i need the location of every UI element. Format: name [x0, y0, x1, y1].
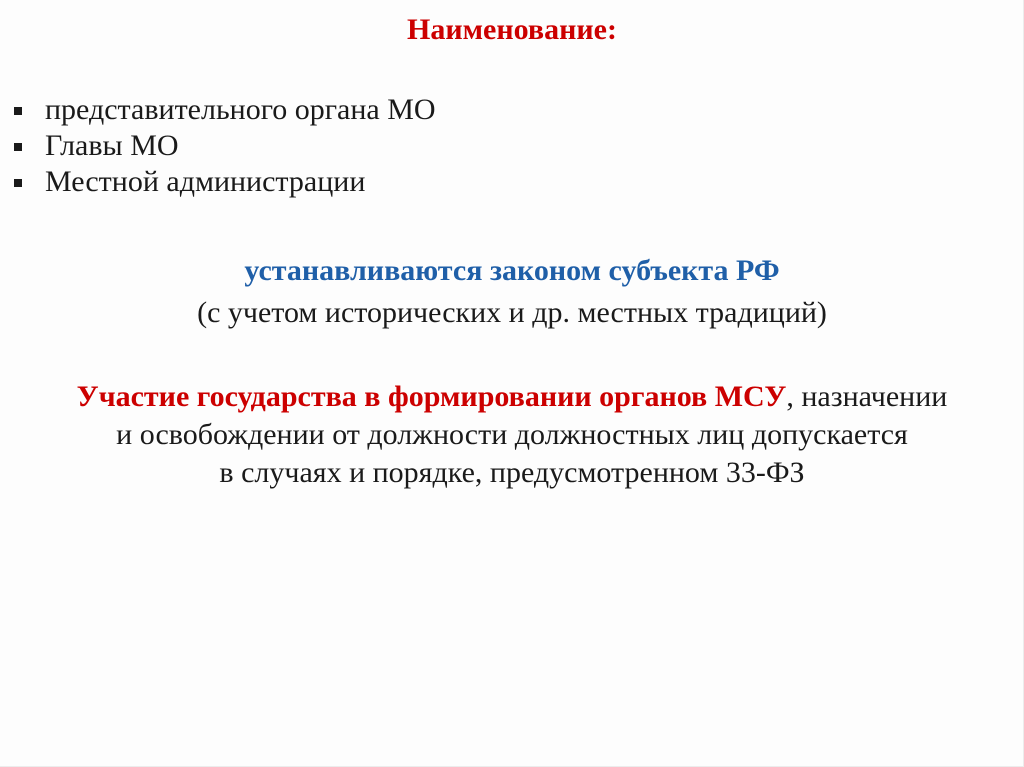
list-item — [12, 92, 436, 128]
list-item-label: Главы МО — [45, 129, 179, 162]
list-item-label: Местной администрации — [45, 165, 366, 198]
bullet-list — [12, 92, 436, 200]
traditions-note: (с учетом исторических и др. местных традиций) — [197, 296, 827, 329]
paragraph-line-1 — [0, 378, 1024, 416]
established-by-law-text: устанавливаются законом субъекта РФ — [244, 254, 780, 287]
paragraph-line-1-rest: , назначении — [786, 380, 948, 413]
square-bullet-icon — [14, 179, 22, 187]
state-participation-highlight: Участие государства в формировании органов МСУ — [76, 380, 787, 413]
list-item — [12, 164, 436, 200]
list-item — [12, 128, 436, 164]
square-bullet-icon — [14, 107, 22, 115]
paragraph-line-3: в случаях и порядке, предусмотренном 33-ФЗ — [219, 456, 805, 489]
list-item-label: представительного органа МО — [45, 93, 436, 126]
state-participation-paragraph — [0, 378, 1024, 492]
square-bullet-icon — [14, 143, 22, 151]
slide-title: Наименование: — [407, 13, 617, 46]
paragraph-line-2: и освобождении от должности должностных лиц допускается — [116, 418, 908, 451]
